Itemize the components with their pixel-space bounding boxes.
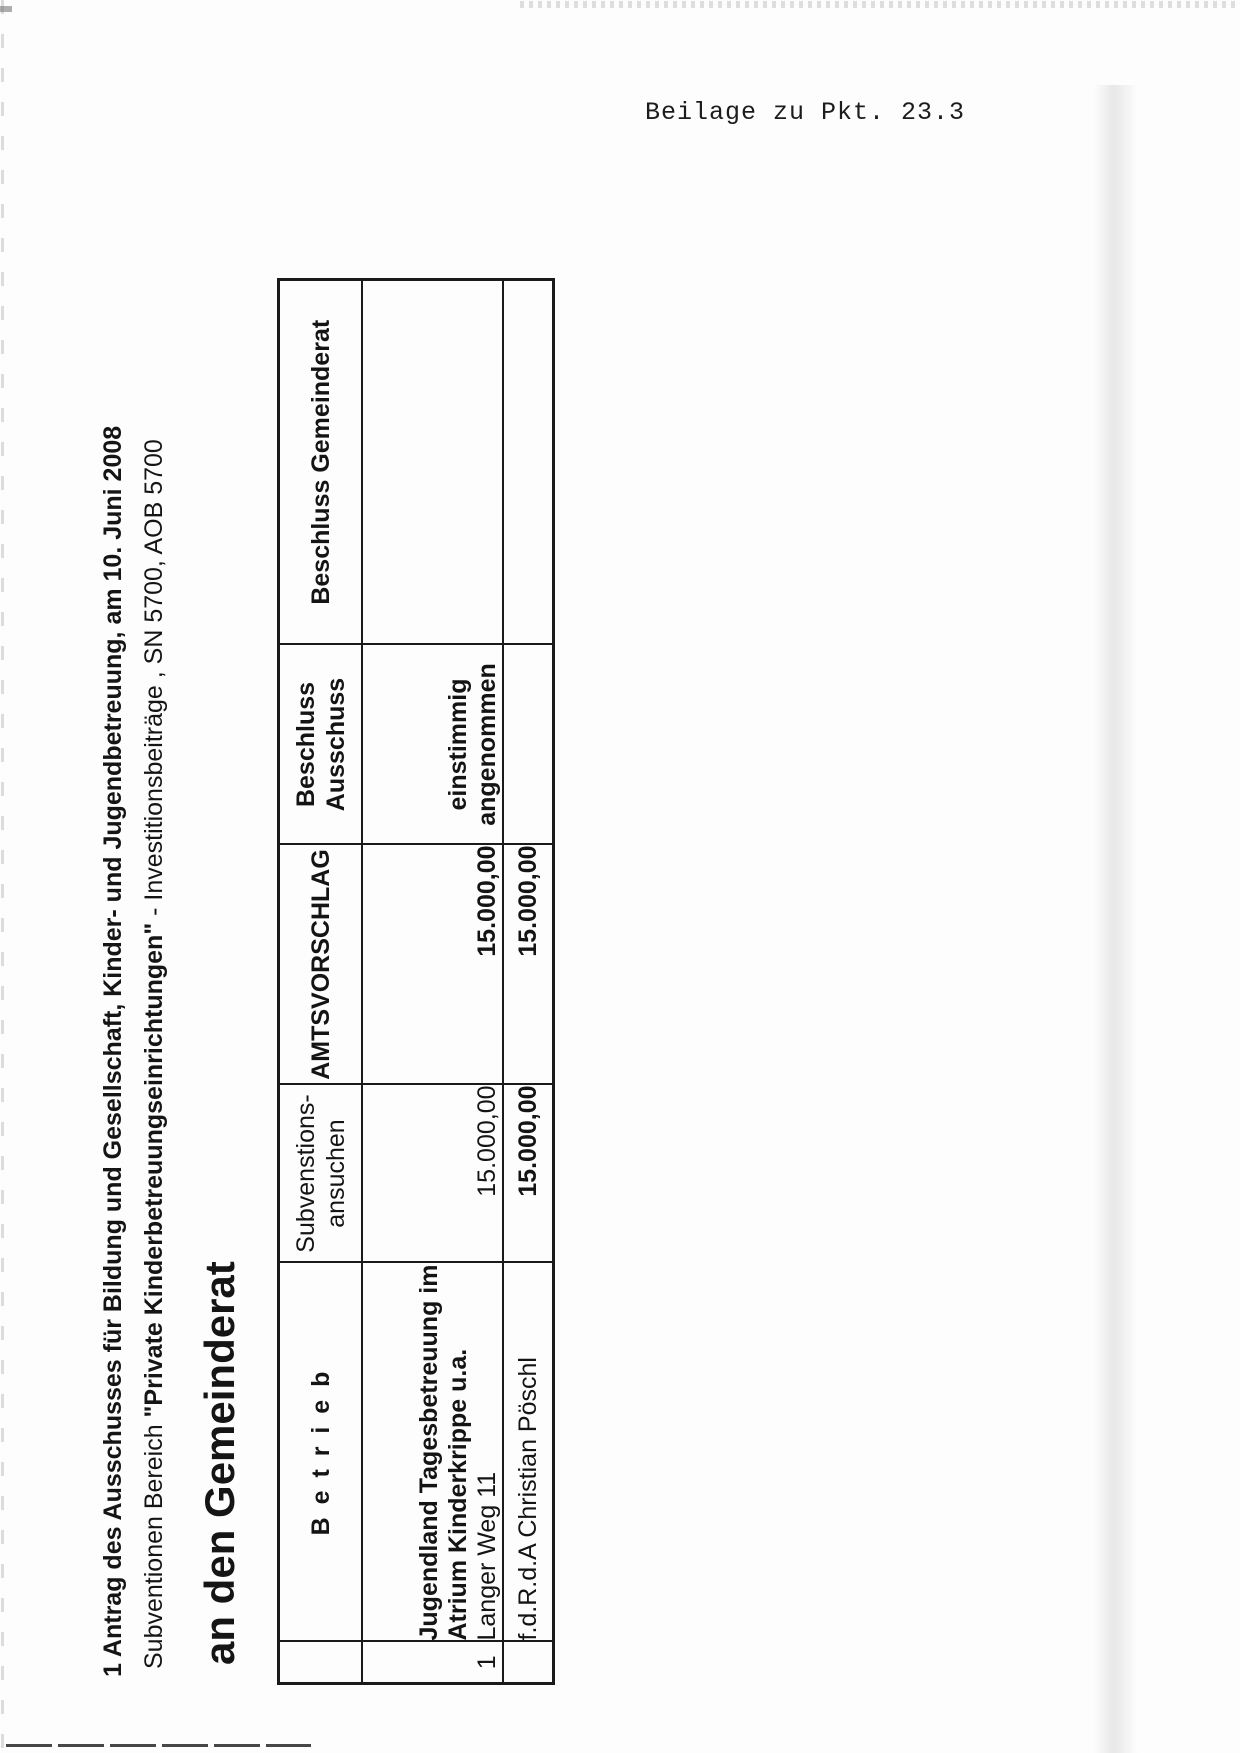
heading-line2-suffix: - Investitionsbeiträge , SN 5700, AOB 5700 bbox=[140, 439, 168, 923]
header-beschluss-ausschuss bbox=[279, 645, 363, 845]
betrieb-line2: Atrium Kinderkrippe u.a. bbox=[444, 1348, 472, 1641]
beschluss-line2: angenommen bbox=[473, 663, 501, 826]
cell-beschluss-gemeinderat bbox=[362, 280, 503, 645]
cell-signature: f.d.R.d.A Christian Pöschl bbox=[503, 1263, 554, 1642]
heading-addressee: an den Gemeinderat bbox=[196, 1261, 243, 1665]
header-subvention bbox=[279, 1085, 363, 1263]
header-betrieb: B e t r i e b bbox=[279, 1263, 363, 1642]
heading-line1: 1 Antrag des Ausschusses für Bildung und Gesellschaft, Kinder- und Jugendbetreuung, am 10. Juni 2008 bbox=[99, 425, 127, 1677]
cell-total-amtsvorschlag: 15.000,00 bbox=[503, 845, 554, 1085]
header-beschluss-gemeinderat: Beschluss Gemeinderat bbox=[279, 280, 363, 645]
heading-line2-bold: "Private Kinderbetreuungseinrichtungen" bbox=[140, 922, 168, 1418]
scan-artifact-bottom-line bbox=[6, 1744, 311, 1747]
cell-total-subvention: 15.000,00 bbox=[503, 1085, 554, 1263]
header-subvention-line1: Subvenstions- bbox=[291, 1094, 320, 1253]
cell-amtsvorschlag-value: 15.000,00 bbox=[362, 845, 503, 1085]
betrieb-line1: Jugendland Tagesbetreuung im bbox=[415, 1264, 443, 1641]
cell-total-ausschuss bbox=[503, 645, 554, 845]
scan-noise-top-edge bbox=[520, 1, 1240, 8]
cell-betrieb bbox=[362, 1263, 503, 1642]
scan-streak-right bbox=[1094, 85, 1138, 1753]
cell-row-number: 1 bbox=[362, 1642, 503, 1684]
header-num bbox=[279, 1642, 363, 1684]
stamp-text: Beilage zu Pkt. 23.3 bbox=[645, 98, 966, 127]
cell-subvention-value: 15.000,00 bbox=[362, 1085, 503, 1263]
table-row bbox=[362, 280, 503, 1684]
heading-line2 bbox=[140, 439, 169, 1669]
cell-total-gemeinderat bbox=[503, 280, 554, 645]
table-header-row bbox=[279, 280, 363, 1684]
subsidy-table bbox=[277, 278, 555, 1685]
header-subvention-line2: ansuchen bbox=[321, 1119, 350, 1228]
header-ausschuss-line2: Ausschuss bbox=[321, 677, 350, 812]
cell-beschluss-ausschuss bbox=[362, 645, 503, 845]
header-amtsvorschlag: AMTSVORSCHLAG bbox=[279, 845, 363, 1085]
scan-noise-left-edge bbox=[1, 0, 4, 1753]
table-total-row bbox=[503, 280, 554, 1684]
betrieb-line3: Langer Weg 11 bbox=[473, 1471, 501, 1641]
heading-line2-prefix: Subventionen Bereich bbox=[140, 1417, 168, 1669]
cell-total-num bbox=[503, 1642, 554, 1684]
header-ausschuss-line1: Beschluss bbox=[291, 681, 320, 808]
beschluss-line1: einstimmig bbox=[444, 678, 472, 811]
